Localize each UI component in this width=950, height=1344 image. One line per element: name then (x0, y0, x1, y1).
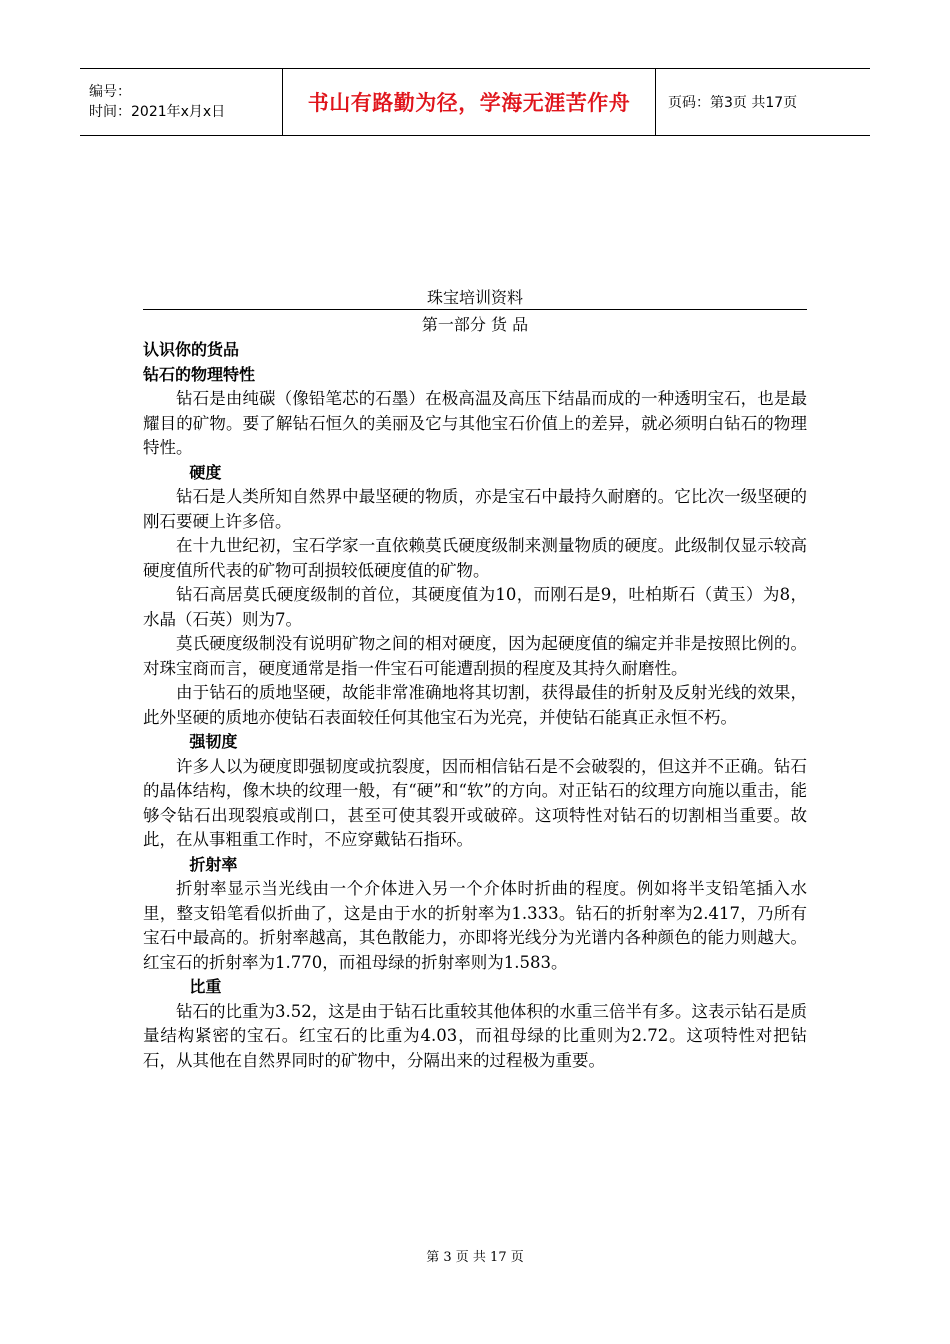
hardness-paragraph-3: 钻石高居莫氏硬度级制的首位，其硬度值为10，而刚石是9，吐柏斯石（黄玉）为8，水晶（石英）则为7。 (143, 585, 807, 629)
subheading-hardness: 硬度 (189, 462, 222, 482)
subheading-specific-gravity: 比重 (189, 977, 222, 996)
page-header (80, 68, 870, 136)
hardness-paragraph-4: 莫氏硬度级制没有说明矿物之间的相对硬度，因为起硬度值的编定并非是按照比例的。对珠宝商而言，硬度通常是指一件宝石可能遭刮损的程度及其持久耐磨性。 (143, 634, 807, 678)
header-meta (80, 69, 282, 135)
header-motto-cell (282, 69, 656, 135)
page-footer: 第 3 页 共 17 页 (426, 1250, 524, 1265)
hardness-paragraph-2: 在十九世纪初，宝石学家一直依赖莫氏硬度级制来测量物质的硬度。此级制仅显示较高硬度值所代表的矿物可刮损较低硬度值的矿物。 (143, 536, 807, 580)
document-body (143, 338, 807, 1073)
header-page-info-cell (656, 69, 870, 135)
toughness-paragraph: 许多人以为硬度即强韧度或抗裂度，因而相信钻石是不会破裂的，但这并不正确。钻石的晶体结构，像木块的纹理一般，有“硬”和“软”的方向。对正钻石的纹理方向施以重击，能够令钻石出现裂痕或削口，甚至可使其裂开或破碎。这项特性对钻石的切割相当重要。故此，在从事粗重工作时，不应穿戴钻石指环。 (143, 756, 807, 849)
part-title: 第一部分 货 品 (421, 315, 529, 334)
subheading-refraction: 折射率 (189, 854, 238, 874)
header-motto: 书山有路勤为径，学海无涯苦作舟 (307, 91, 631, 115)
section-heading-physical-properties: 钻石的物理特性 (143, 364, 256, 384)
gravity-paragraph: 钻石的比重为3.52，这是由于钻石比重较其他体积的水重三倍半有多。这表示钻石是质量结构紧密的宝石。红宝石的比重为4.03，而祖母绿的比重则为2.72。这项特性对把钻石，从其他在自然界同时的矿物中，分隔出来的过程极为重要。 (143, 1001, 807, 1070)
section-heading-know-products: 认识你的货品 (143, 340, 240, 359)
title-divider (143, 309, 807, 310)
hardness-paragraph-5: 由于钻石的质地坚硬，故能非常准确地将其切割，获得最佳的折射及反射光线的效果，此外坚硬的质地亦使钻石表面较任何其他宝石为光亮，并使钻石能真正永恒不朽。 (143, 683, 807, 727)
document-date: 时间：2021年x月x日 (89, 104, 226, 120)
header-page-info: 页码：第3页 共17页 (668, 95, 798, 111)
subheading-toughness: 强韧度 (189, 732, 238, 751)
document-title: 珠宝培训资料 (426, 288, 523, 307)
document-number-label: 编号： (89, 84, 131, 100)
hardness-paragraph-1: 钻石是人类所知自然界中最坚硬的物质，亦是宝石中最持久耐磨的。它比次一级坚硬的刚石要硬上许多倍。 (143, 487, 807, 531)
refraction-paragraph: 折射率显示当光线由一个介体进入另一个介体时折曲的程度。例如将半支铅笔插入水里，整支铅笔看似折曲了，这是由于水的折射率为1.333。钻石的折射率为2.417，乃所有宝石中最高的。折射率越高，其色散能力，亦即将光线分为光谱内各种颜色的能力则越大。红宝石的折射率为1.770，而祖母绿的折射率则为1.583。 (143, 879, 807, 972)
intro-paragraph: 钻石是由纯碳（像铅笔芯的石墨）在极高温及高压下结晶而成的一种透明宝石，也是最耀目的矿物。要了解钻石恒久的美丽及它与其他宝石价值上的差异，就必须明白钻石的物理特性。 (143, 389, 807, 457)
